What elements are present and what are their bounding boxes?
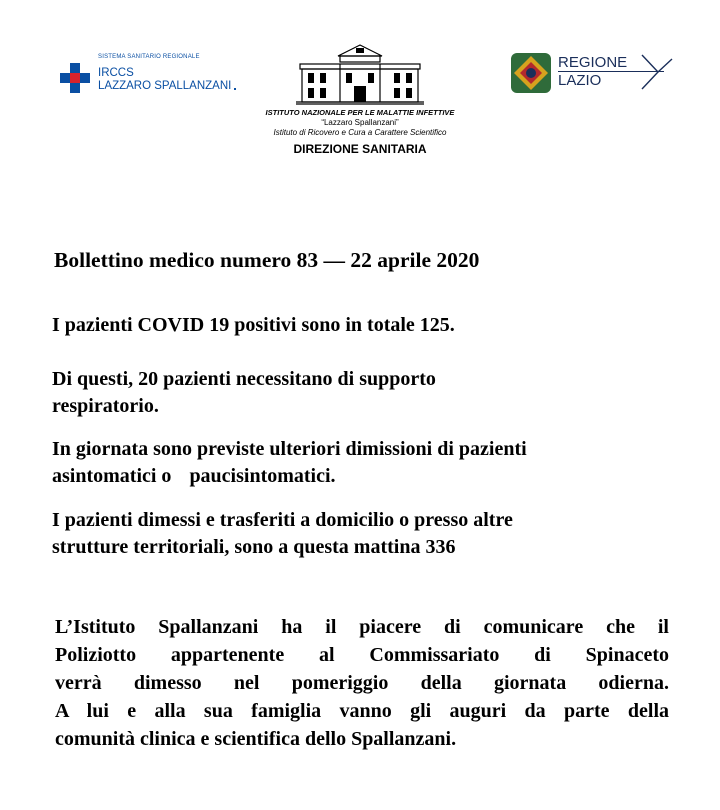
p3-line2b: paucisintomatici. xyxy=(189,465,336,487)
p3-line2a: asintomatici o xyxy=(52,465,172,487)
logo-institute-name xyxy=(98,67,231,93)
logo-name-line2: LAZZARO SPALLANZANI xyxy=(98,80,232,92)
p5-line1: L’Istituto Spallanzani ha il piacere di comunicare che il xyxy=(55,616,669,638)
discharges-paragraph xyxy=(52,436,527,490)
logo-system-text: SISTEMA SANITARIO REGIONALE xyxy=(98,54,200,60)
regional-emblem-icon xyxy=(510,52,552,94)
logo-name-line1: IRCCS xyxy=(98,67,134,79)
region-name xyxy=(558,54,627,90)
p4-line2: strutture territoriali, sono a questa mattina 336 xyxy=(52,536,456,558)
institute-full-name: ISTITUTO NAZIONALE PER LE MALATTIE INFETTIVE xyxy=(265,108,455,117)
p5-line5: comunità clinica e scientifica dello Spallanzani. xyxy=(55,728,457,750)
institute-building-icon xyxy=(290,40,430,106)
announcement-paragraph xyxy=(55,613,669,753)
p3-line1: In giornata sono previste ulteriori dimissioni di pazienti xyxy=(52,438,527,460)
p5-line4: A lui e alla sua famiglia vanno gli auguri da parte della xyxy=(55,700,669,722)
institute-type: Istituto di Ricovero e Cura a Carattere Scientifico xyxy=(273,128,447,137)
chevron-mark-icon xyxy=(640,53,674,93)
region-line1: REGIONE xyxy=(558,54,628,71)
respiratory-support-paragraph xyxy=(52,366,436,420)
p2-line2: respiratorio. xyxy=(52,395,159,417)
p4-line1: I pazienti dimessi e trasferiti a domicilio o presso altre xyxy=(52,509,513,531)
department-title: DIREZIONE SANITARIA xyxy=(293,142,427,156)
discharged-total-paragraph xyxy=(52,507,513,561)
bulletin-title: Bollettino medico numero 83 — 22 aprile 2020 xyxy=(54,248,480,272)
regione-lazio-logo xyxy=(510,50,675,96)
logo-dot xyxy=(234,88,236,90)
institute-header xyxy=(245,40,475,156)
p5-line2: Poliziotto appartenente al Commissariato di Spinaceto xyxy=(55,644,669,666)
p2-line1: Di questi, 20 pazienti necessitano di supporto xyxy=(52,368,436,390)
spallanzani-logo xyxy=(58,50,248,100)
region-line2: LAZIO xyxy=(558,72,602,89)
institute-eponym: “Lazzaro Spallanzani” xyxy=(321,118,399,127)
p5-line3: verrà dimesso nel pomeriggio della giornata odierna. xyxy=(55,672,669,694)
medical-cross-icon xyxy=(60,63,90,93)
total-patients-paragraph: I pazienti COVID 19 positivi sono in totale 125. xyxy=(52,314,455,336)
